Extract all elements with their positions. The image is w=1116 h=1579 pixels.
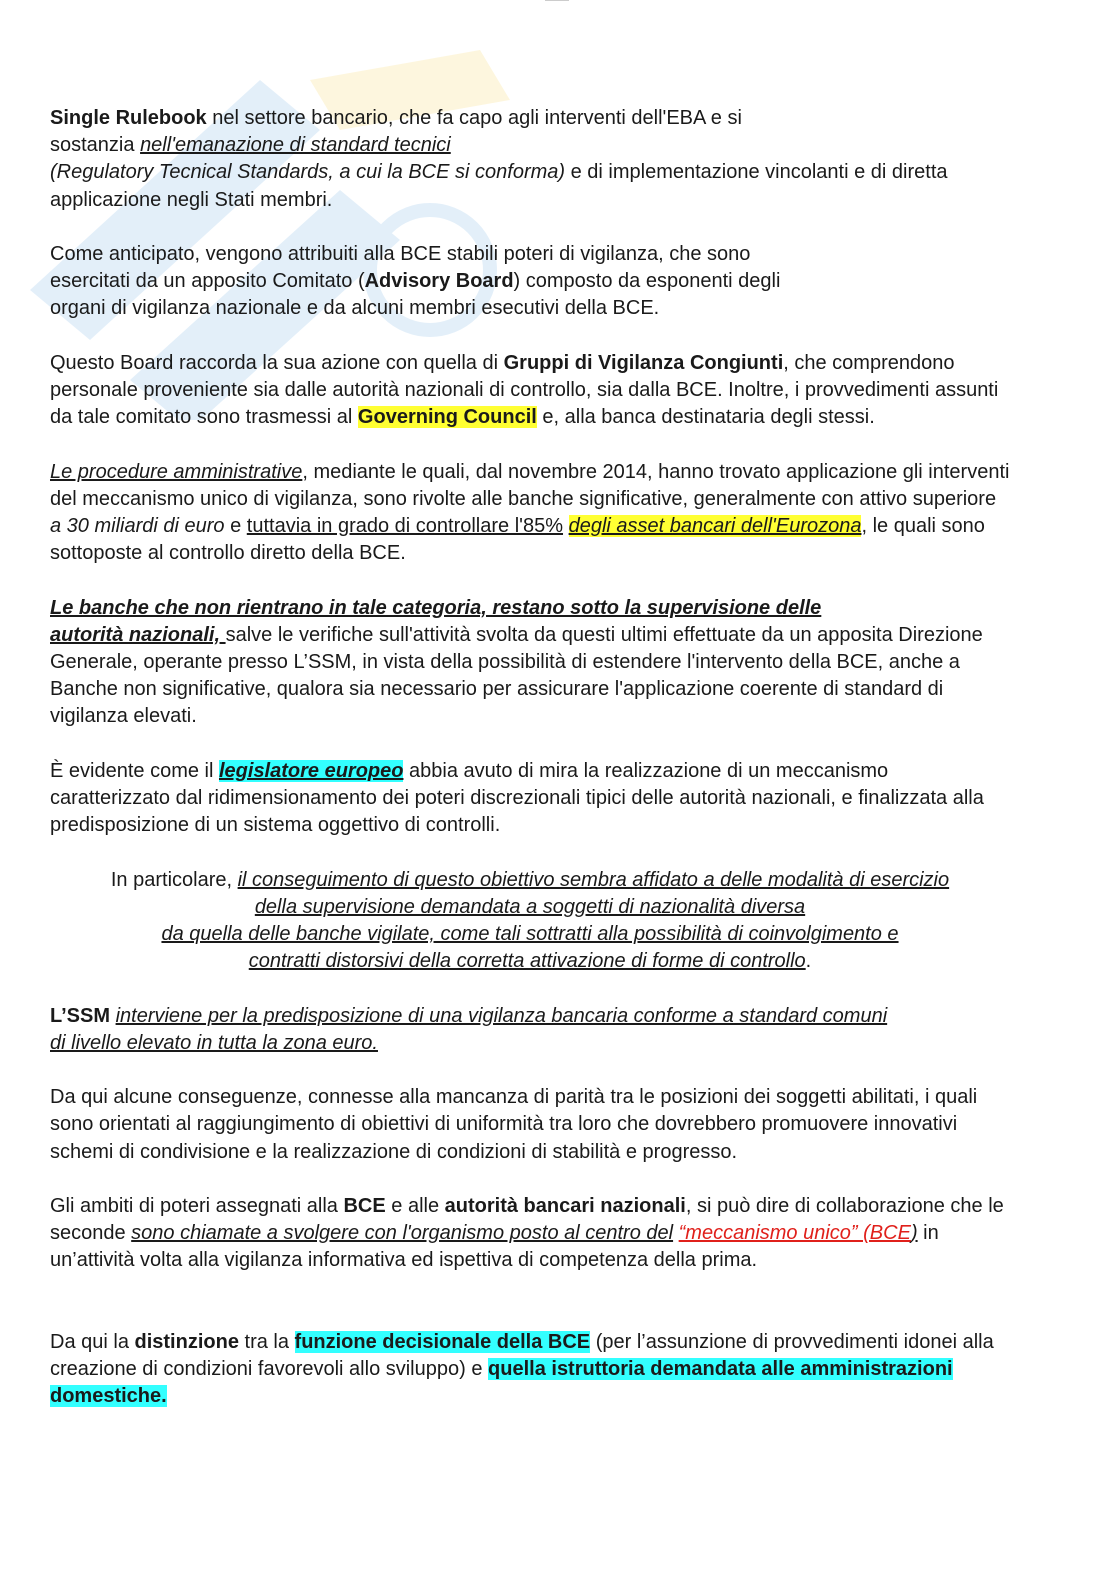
highlight-governing-council: Governing Council: [357, 406, 537, 429]
paragraph-in-particolare: In particolare, il conseguimento di questo obiettivo sembra affidato a delle modalità di esercizio della supervisione demandata a soggetti di nazionalità diversa da quella delle banche vigilate, come tali sottratti alla possibilità di coinvolgimento e contratti distorsivi della corretta attivazione di forme di controllo.: [110, 868, 950, 973]
term-single-rulebook: Single Rulebook: [50, 107, 207, 129]
document-body: [50, 105, 1010, 1437]
term-advisory-board: Advisory Board: [364, 270, 514, 293]
red-text-meccanismo-unico: “meccanismo unico” (BCE: [678, 1222, 911, 1245]
highlight-legislatore-europeo: legislatore europeo: [218, 759, 404, 782]
paragraph-ambiti-poteri: Gli ambiti di poteri assegnati alla BCE e alle autorità bancari nazionali, si può dire di collaborazione che le seconde sono chiamate a svolgere con l'organismo posto al centro del “meccanismo unico” (BCE) in un’attività volta alla vigilanza informativa ed ispettiva di competenza della prima.: [50, 1194, 1004, 1272]
paragraph-legislatore-europeo: È evidente come il legislatore europeo abbia avuto di mira la realizzazione di un meccanismo caratterizzato dal ridimensionamento dei poteri discrezionali tipici delle autorità nazionali, e finalizzata alla predisposizione di un sistema oggettivo di controlli.: [50, 759, 984, 837]
paragraph-ssm: L’SSM interviene per la predisposizione di una vigilanza bancaria conforme a standard comuni di livello elevato in tutta la zona euro.: [50, 1004, 888, 1054]
paragraph-gruppi-vigilanza: Questo Board raccorda la sua azione con quella di Gruppi di Vigilanza Congiunti, che comprendono personale proveniente sia dalle autorità nazionali di controllo, sia dalla BCE. Inoltre, i provvedimenti assunti da tale comitato sono trasmessi al Governing Council e, alla banca destinataria degli stessi.: [50, 351, 999, 429]
highlight-funzione-decisionale: funzione decisionale della BCE: [294, 1330, 591, 1353]
highlight-istruttoria: quella istruttoria demandata alle amministrazioni domestiche.: [50, 1357, 953, 1407]
paragraph-single-rulebook: Single Rulebook nel settore bancario, che fa capo agli interventi dell'EBA e si sostanzia nell'emanazione di standard tecnici (Regulatory Tecnical Standards, a cui la BCE si conforma) e di implementazione vincolanti e di diretta applicazione negli Stati membri.: [50, 107, 948, 211]
paragraph-conseguenze: Da qui alcune conseguenze, connesse alla mancanza di parità tra le posizioni dei soggetti abilitati, i quali sono orientati al raggiungimento di obiettivi di uniformità tra loro che dovrebbero promuovere innovativi schemi di condivisione e la realizzazione di condizioni di stabilità e progresso.: [50, 1086, 978, 1163]
paragraph-procedure-amministrative: Le procedure amministrative, mediante le quali, dal novembre 2014, hanno trovato applicazione gli interventi del meccanismo unico di vigilanza, sono rivolte alle banche significative, generalmente con attivo superiore a 30 miliardi di euro e tuttavia in grado di controllare l'85% degli asset bancari dell'Eurozona, le quali sono sottoposte al controllo diretto della BCE.: [50, 460, 1010, 565]
page-header-mark: [545, 0, 569, 5]
highlight-asset-bancari: degli asset bancari dell'Eurozona: [568, 515, 862, 537]
paragraph-advisory-board: Come anticipato, vengono attribuiti alla BCE stabili poteri di vigilanza, che sono esercitati da un apposito Comitato (Advisory Board) composto da esponenti degli organi di vigilanza nazionale e da alcuni membri esecutivi della BCE.: [50, 243, 781, 320]
paragraph-distinzione: Da qui la distinzione tra la funzione decisionale della BCE (per l’assunzione di provvedimenti idonei alla creazione di condizioni favorevoli allo sviluppo) e quella istruttoria demandata alle amministrazioni domestiche.: [50, 1330, 994, 1407]
paragraph-banche-non-significative: Le banche che non rientrano in tale categoria, restano sotto la supervisione delle autorità nazionali, salve le verifiche sull'attività svolta da questi ultimi effettuate da un apposita Direzione Generale, operante presso L’SSM, in vista della possibilità di estendere l'intervento della BCE, anche a Banche non significative, qualora sia necessario per assicurare l'applicazione coerente di standard di vigilanza elevati.: [50, 596, 983, 728]
